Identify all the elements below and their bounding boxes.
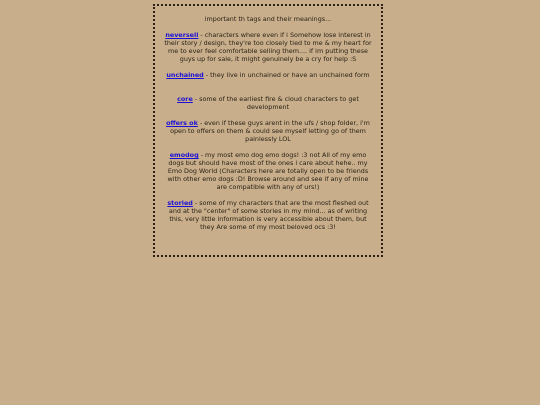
tag-info-box	[153, 4, 383, 257]
tag-link-emodog[interactable]: emodog	[169, 151, 199, 159]
tag-link-unchained[interactable]: unchained	[166, 71, 204, 79]
page-heading: important th tags and their meanings...	[204, 15, 332, 23]
tag-link-core[interactable]: core	[177, 95, 193, 103]
tag-description: - some of the earliest fire & cloud characters to get development	[192, 95, 359, 111]
tag-link-storied[interactable]: storied	[167, 199, 193, 207]
tag-entry-neversell	[163, 31, 373, 63]
tag-entry-emodog	[163, 151, 373, 191]
tag-link-neversell[interactable]: neversell	[165, 31, 199, 39]
tag-description: - even if these guys arent in the ufs / shop folder, i'm open to offers on them & could see myself letting go of them painlessly LOL	[170, 119, 370, 143]
tag-description: - characters where even if i Somehow lose interest in their story / design, they're too closely tied to me & my heart for me to ever feel comfortable selling them.... if im putting these guys up for sale, it might genuinely be a cry for help :S	[164, 31, 372, 63]
tag-link-offers-ok[interactable]: offers ok	[166, 119, 198, 127]
tag-entry-offers-ok	[163, 119, 373, 143]
tag-entry-storied	[163, 199, 373, 231]
tag-entry-core	[163, 95, 373, 111]
tag-description: - some of my characters that are the most fleshed out and at the "center" of some stories in my mind... as of writing this, very little information is very accessible about them, but they Are some of my most beloved ocs :3!	[168, 199, 369, 231]
tag-entry-unchained	[163, 71, 373, 79]
tag-description: - my most emo dog emo dogs! :3 not All of my emo dogs but should have most of the ones i care about hehe.. my Emo Dog World (Characters here are totally open to be friends with other emo dogs :D! Browse around and see if any of mine are compatible with any of urs!)	[167, 151, 369, 191]
tag-description: - they live in unchained or have an unchained form	[203, 71, 370, 79]
